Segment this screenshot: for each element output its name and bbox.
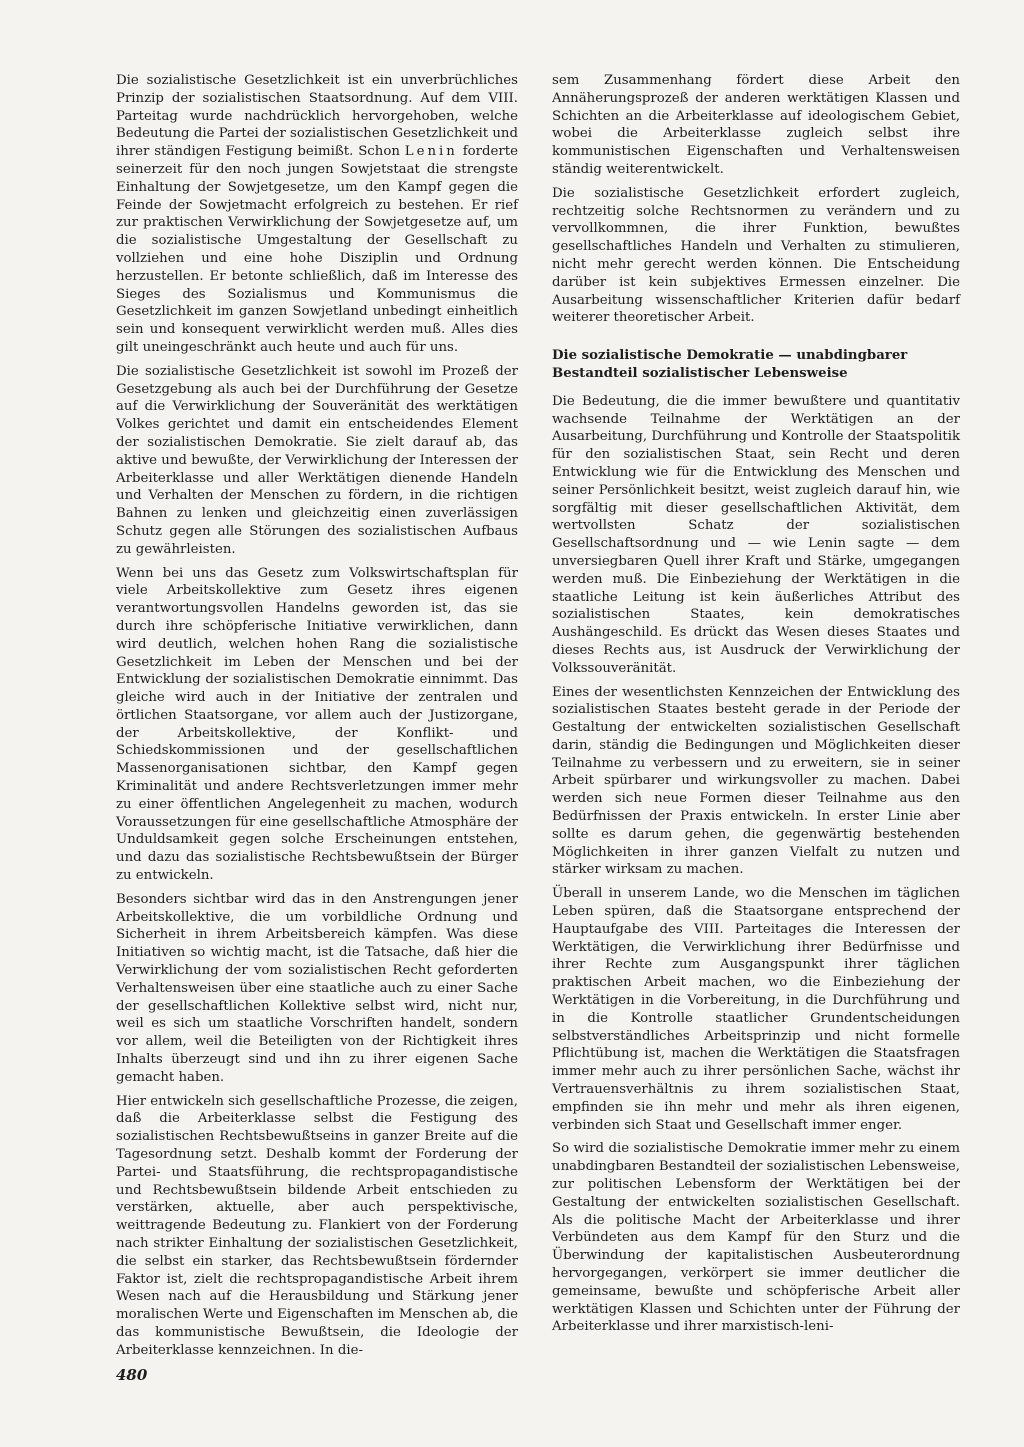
paragraph: Die sozialistische Gesetzlichkeit erfordert zugleich, rechtzeitig solche Rechtsnormen zu verändern und zu vervollkommnen, die ihrer Funktion, bewußtes gesellschaftliches Handeln und Verhalten zu stimulieren, nicht mehr gerecht werden können. Die Entscheidung darüber ist kein subjektives Ermessen einzelner. Die Ausarbeitung wissenschaftlicher Kriterien dafür bedarf weiterer theoretischer Arbeit. [552,185,960,326]
paragraph: Die sozialistische Gesetzlichkeit ist ein unverbrüchliches Prinzip der sozialistischen Staatsordnung. Auf dem VIII. Parteitag wurde nachdrücklich hervorgehoben, welche Bedeutung die Partei der sozialistischen Gesetzlichkeit und ihrer ständigen Festigung beimißt. Schon Lenin forderte seinerzeit für den noch jungen Sowjetstaat die strengste Einhaltung der Sowjetgesetze, um den Kampf gegen die Feinde der Sowjetmacht erfolgreich zu bestehen. Er rief zur praktischen Verwirklichung der Sowjetgesetze auf, um die sozialistische Umgestaltung der Gesellschaft zu vollziehen und eine hohe Disziplin und Ordnung herzustellen. Er betonte schließlich, daß im Interesse des Sieges des Sozialismus und Kommunismus die Gesetzlichkeit im ganzen Sowjetland unbedingt einheitlich sein und konsequent verwirklicht werden muß. Alles dies gilt uneingeschränkt auch heute und auch für uns. [116,73,518,355]
paragraph: Wenn bei uns das Gesetz zum Volkswirtschaftsplan für viele Arbeitskollektive zum Gesetz ihres eigenen verantwortungsvollen Handelns geworden ist, das sie durch ihre schöpferische Initiative verwirklichen, dann wird deutlich, welchen hohen Rang die sozialistische Gesetzlichkeit im Leben der Menschen und bei der Entwicklung der sozialistischen Demokratie einnimmt. Das gleiche wird auch in der Initiative der zentralen und örtlichen Staatsorgane, vor allem auch der Justizorgane, der Arbeitskollektive, der Konflikt- und Schiedskommissionen und der gesellschaftlichen Massenorganisationen sichtbar, den Kampf gegen Kriminalität und andere Rechtsverletzungen immer mehr zu einer öffentlichen Angelegenheit zu machen, wodurch Voraussetzungen für eine gesellschaftliche Atmosphäre der Unduldsamkeit gegen solche Erscheinungen entstehen, und dazu das sozialistische Rechtsbewußtsein der Bürger zu entwickeln. [116,565,518,884]
page-number: 480 [116,1366,148,1384]
emphasized-name: Lenin [404,144,458,160]
paragraph: Hier entwickeln sich gesellschaftliche Prozesse, die zeigen, daß die Arbeiterklasse selbst die Festigung des sozialistischen Rechtsbewußtseins in ganzer Breite auf die Tagesordnung setzt. Deshalb kommt der Forderung der Partei- und Staatsführung, die rechtspropagandistische und Rechtsbewußtsein bildende Arbeit entschieden zu verstärken, aktuelle, aber auch perspektivische, weittragende Bedeutung zu. Flankiert von der Forderung nach strikter Einhaltung der sozialistischen Gesetzlichkeit, die selbst ein starker, das Rechtsbewußtsein fördernder Faktor ist, zielt die rechtspropagandistische Arbeit ihrem Wesen nach auf die Herausbildung und Stärkung jener moralischen Werte und Eigenschaften im Menschen ab, die das kommunistische Bewußtsein, die Ideologie der Arbeiterklasse kennzeichnen. In die- [116,1093,518,1358]
left-column [116,72,518,1366]
paragraph: Besonders sichtbar wird das in den Anstrengungen jener Arbeitskollektive, die um vorbildliche Ordnung und Sicherheit in ihrem Arbeitsbereich kämpfen. Was diese Initiativen so wichtig macht, ist die Tatsache, daß hier die Verwirklichung der vom sozialistischen Recht geforderten Verhaltensweisen über eine staatliche auch zu einer Sache der gesellschaftlichen Kollektive selbst wird, nicht nur, weil es sich um staatliche Vorschriften handelt, sondern vor allem, weil die Beteiligten von der Richtigkeit ihres Inhalts überzeugt sind und ihn zu ihrer eigenen Sache gemacht haben. [116,891,518,1085]
paragraph: Überall in unserem Lande, wo die Menschen im täglichen Leben spüren, daß die Staatsorgane entsprechend der Hauptaufgabe des VIII. Parteitages die Interessen der Werktätigen, die Verwirklichung ihrer Bedürfnisse und ihrer Rechte zum Ausgangspunkt ihrer täglichen praktischen Arbeit machen, wo die Einbeziehung der Werktätigen in die Vorbereitung, in die Durchführung und in die Kontrolle staatlicher Grundentscheidungen selbstverständliches Arbeitsprinzip und nicht formelle Pflichtübung ist, machen die Werktätigen die Staatsfragen immer mehr auch zu ihrer persönlichen Sache, wächst ihr Vertrauensverhältnis zu ihrem sozialistischen Staat, empfinden sie ihn mehr und mehr als ihren eigenen, verbinden sich Staat und Gesellschaft immer enger. [552,886,960,1133]
section-heading: Die sozialistische Demokratie — unabdingbarer Bestandteil sozialistischer Lebensweise [552,348,908,381]
paragraph: Die Bedeutung, die die immer bewußtere und quantitativ wachsende Teilnahme der Werktätigen an der Ausarbeitung, Durchführung und Kontrolle der Staatspolitik für den sozialistischen Staat, sein Recht und deren Entwicklung wie für die Entwicklung des Menschen und seiner Persönlichkeit besitzt, weist zugleich darauf hin, wie sorgfältig mit dieser gesellschaftlichen Aktivität, dem wertvollsten Schatz der sozialistischen Gesellschaftsordnung und — wie Lenin sagte — dem unversiegbaren Quell ihrer Kraft und Stärke, umgegangen werden muß. Die Einbeziehung der Werktätigen in die staatliche Leitung ist kein äußerliches Attribut des sozialistischen Staates, kein demokratisches Aushängeschild. Es drückt das Wesen dieses Staates und dieses Rechts aus, ist Ausdruck der Verwirklichung der Volkssouveränität. [552,393,960,676]
right-column [552,72,960,1342]
paragraph: Die sozialistische Gesetzlichkeit ist sowohl im Prozeß der Gesetzgebung als auch bei der Durchführung der Gesetze auf die Verwirklichung der Souveränität des werktätigen Volkes gerichtet und damit ein entscheidendes Element der sozialistischen Demokratie. Sie zielt darauf ab, das aktive und bewußte, der Verwirklichung der Interessen der Arbeiterklasse und aller Werktätigen dienende Handeln und Verhalten der Menschen zu fördern, in die richtigen Bahnen zu lenken und gleichzeitig einen zuverlässigen Schutz gegen alle Störungen des sozialistischen Aufbaus zu gewährleisten. [116,363,518,557]
paragraph: So wird die sozialistische Demokratie immer mehr zu einem unabdingbaren Bestandteil der sozialistischen Lebensweise, zur politischen Lebensform der Werktätigen bei der Gestaltung der entwickelten sozialistischen Gesellschaft. Als die politische Macht der Arbeiterklasse und ihrer Verbündeten aus dem Kampf für den Sturz und die Überwindung der kapitalistischen Ausbeuterordnung hervorgegangen, verkörpert sie immer deutlicher die gemeinsame, bewußte und schöpferische Arbeit aller werktätigen Klassen und Schichten unter der Führung der Arbeiterklasse und ihrer marxistisch-leni- [552,1141,960,1335]
paragraph: sem Zusammenhang fördert diese Arbeit den Annäherungsprozeß der anderen werktätigen Klassen und Schichten an die Arbeiterklasse auf ideologischem Gebiet, wobei die Arbeiterklasse zugleich selbst ihre kommunistischen Eigenschaften und Verhaltensweisen ständig weiterentwickelt. [552,73,960,177]
paragraph: Eines der wesentlichsten Kennzeichen der Entwicklung des sozialistischen Staates besteht gerade in der Periode der Gestaltung der entwickelten sozialistischen Gesellschaft darin, ständig die Bedingungen und Möglichkeiten dieser Teilnahme zu verbessern und zu erweitern, sie in seiner Arbeit spürbarer und wirkungsvoller zu machen. Dabei werden sich neue Formen dieser Teilnahme aus den Bedürfnissen der Praxis entwickeln. In erster Linie aber sollte es darum gehen, die gegenwärtig bestehenden Möglichkeiten in ihrer ganzen Vielfalt zu nutzen und stärker wirksam zu machen. [552,684,960,878]
